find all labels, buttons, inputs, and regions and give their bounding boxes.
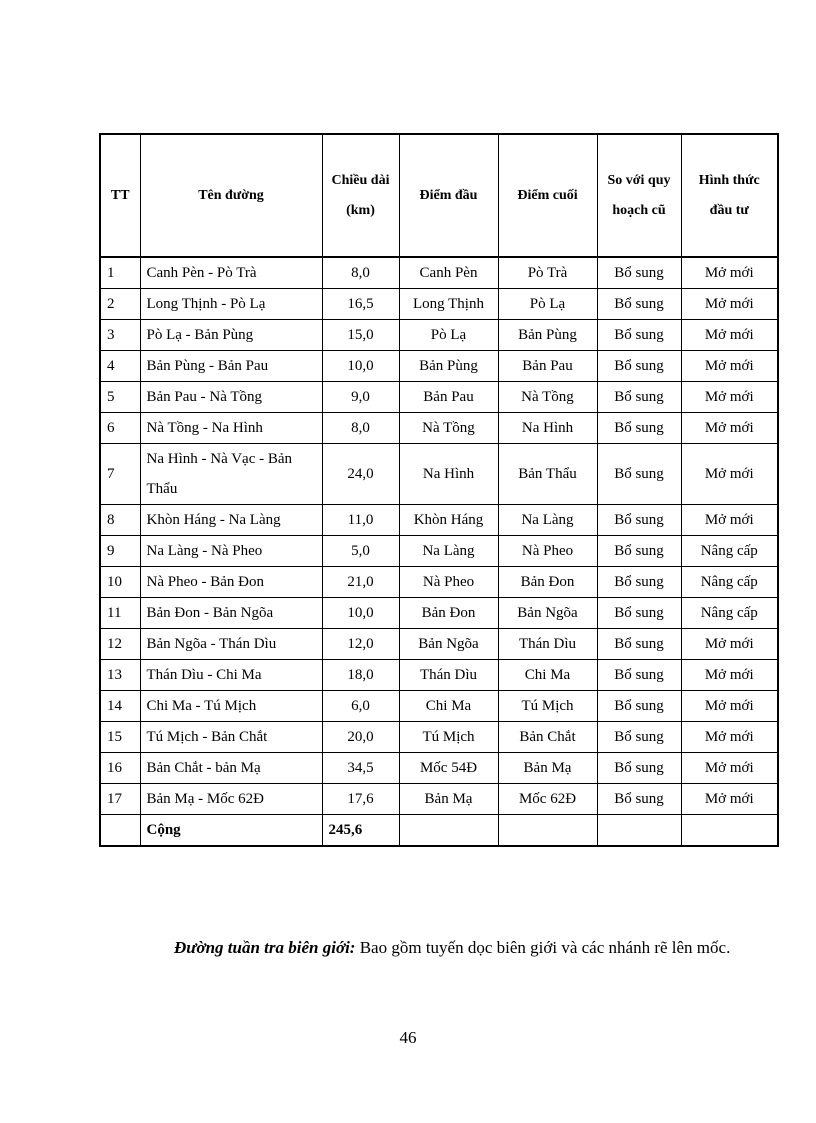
total-empty-cell xyxy=(498,815,597,847)
row-road-name: Bản Chắt - bản Mạ xyxy=(140,753,322,784)
row-compare: Bổ sung xyxy=(597,257,681,289)
total-tt-cell xyxy=(100,815,140,847)
row-compare: Bổ sung xyxy=(597,351,681,382)
row-road-name: Thán Dìu - Chi Ma xyxy=(140,660,322,691)
row-road-name: Nà Pheo - Bản Đon xyxy=(140,567,322,598)
row-investment: Nâng cấp xyxy=(681,536,778,567)
row-end-point: Bản Thẩu xyxy=(498,444,597,505)
row-tt: 7 xyxy=(100,444,140,505)
row-compare: Bổ sung xyxy=(597,413,681,444)
row-tt: 10 xyxy=(100,567,140,598)
row-investment: Nâng cấp xyxy=(681,567,778,598)
row-end-point: Bản Pau xyxy=(498,351,597,382)
row-start-point: Bản Pùng xyxy=(399,351,498,382)
page-number: 46 xyxy=(399,1028,417,1047)
row-road-name: Na Hình - Nà Vạc - Bản Thẩu xyxy=(140,444,322,505)
row-length: 8,0 xyxy=(322,413,399,444)
row-investment: Mở mới xyxy=(681,784,778,815)
row-start-point: Canh Pèn xyxy=(399,257,498,289)
row-road-name: Na Làng - Nà Pheo xyxy=(140,536,322,567)
row-investment: Mở mới xyxy=(681,289,778,320)
row-start-point: Chi Ma xyxy=(399,691,498,722)
row-compare: Bổ sung xyxy=(597,289,681,320)
row-compare: Bổ sung xyxy=(597,753,681,784)
row-road-name: Tú Mịch - Bản Chắt xyxy=(140,722,322,753)
row-length: 17,6 xyxy=(322,784,399,815)
row-compare: Bổ sung xyxy=(597,536,681,567)
row-tt: 12 xyxy=(100,629,140,660)
row-start-point: Tú Mịch xyxy=(399,722,498,753)
table-row xyxy=(100,505,778,536)
table-row xyxy=(100,289,778,320)
row-tt: 8 xyxy=(100,505,140,536)
table-row xyxy=(100,784,778,815)
row-end-point: Nà Tồng xyxy=(498,382,597,413)
row-road-name: Pò Lạ - Bản Pùng xyxy=(140,320,322,351)
row-investment: Mở mới xyxy=(681,691,778,722)
roads-table xyxy=(99,133,779,847)
row-end-point: Pò Trà xyxy=(498,257,597,289)
row-start-point: Bản Ngõa xyxy=(399,629,498,660)
row-tt: 6 xyxy=(100,413,140,444)
row-start-point: Mốc 54Đ xyxy=(399,753,498,784)
row-investment: Mở mới xyxy=(681,660,778,691)
row-start-point: Na Làng xyxy=(399,536,498,567)
row-road-name: Nà Tồng - Na Hình xyxy=(140,413,322,444)
table-row xyxy=(100,351,778,382)
row-length: 8,0 xyxy=(322,257,399,289)
row-length: 21,0 xyxy=(322,567,399,598)
table-row xyxy=(100,753,778,784)
row-investment: Mở mới xyxy=(681,629,778,660)
table-row xyxy=(100,598,778,629)
row-tt: 16 xyxy=(100,753,140,784)
row-road-name: Bản Pau - Nà Tồng xyxy=(140,382,322,413)
row-compare: Bổ sung xyxy=(597,567,681,598)
table-row xyxy=(100,320,778,351)
header-length: Chiều dài (km) xyxy=(322,134,399,257)
row-compare: Bổ sung xyxy=(597,444,681,505)
row-length: 18,0 xyxy=(322,660,399,691)
row-road-name: Bản Đon - Bản Ngõa xyxy=(140,598,322,629)
row-investment: Mở mới xyxy=(681,257,778,289)
row-start-point: Bản Mạ xyxy=(399,784,498,815)
table-row xyxy=(100,629,778,660)
row-compare: Bổ sung xyxy=(597,382,681,413)
row-tt: 9 xyxy=(100,536,140,567)
table-row xyxy=(100,691,778,722)
row-road-name: Bản Mạ - Mốc 62Đ xyxy=(140,784,322,815)
row-length: 6,0 xyxy=(322,691,399,722)
row-end-point: Na Hình xyxy=(498,413,597,444)
header-investment-form: Hình thức đầu tư xyxy=(681,134,778,257)
row-length: 12,0 xyxy=(322,629,399,660)
row-compare: Bổ sung xyxy=(597,784,681,815)
row-length: 10,0 xyxy=(322,351,399,382)
row-end-point: Thán Dìu xyxy=(498,629,597,660)
row-investment: Mở mới xyxy=(681,351,778,382)
row-end-point: Tú Mịch xyxy=(498,691,597,722)
row-end-point: Bản Chắt xyxy=(498,722,597,753)
row-compare: Bổ sung xyxy=(597,629,681,660)
row-road-name: Long Thịnh - Pò Lạ xyxy=(140,289,322,320)
row-start-point: Pò Lạ xyxy=(399,320,498,351)
row-start-point: Nà Pheo xyxy=(399,567,498,598)
row-start-point: Nà Tồng xyxy=(399,413,498,444)
row-start-point: Thán Dìu xyxy=(399,660,498,691)
total-label: Cộng xyxy=(140,815,322,847)
row-start-point: Bản Đon xyxy=(399,598,498,629)
row-road-name: Khòn Háng - Na Làng xyxy=(140,505,322,536)
row-length: 15,0 xyxy=(322,320,399,351)
header-road-name: Tên đường xyxy=(140,134,322,257)
table-row xyxy=(100,413,778,444)
row-end-point: Pò Lạ xyxy=(498,289,597,320)
row-start-point: Long Thịnh xyxy=(399,289,498,320)
row-compare: Bổ sung xyxy=(597,722,681,753)
row-road-name: Chi Ma - Tú Mịch xyxy=(140,691,322,722)
row-tt: 5 xyxy=(100,382,140,413)
row-tt: 1 xyxy=(100,257,140,289)
row-length: 34,5 xyxy=(322,753,399,784)
row-length: 5,0 xyxy=(322,536,399,567)
row-start-point: Bản Pau xyxy=(399,382,498,413)
row-end-point: Bản Ngõa xyxy=(498,598,597,629)
row-tt: 17 xyxy=(100,784,140,815)
total-empty-cell xyxy=(681,815,778,847)
table-row xyxy=(100,382,778,413)
row-start-point: Na Hình xyxy=(399,444,498,505)
header-end-point: Điểm cuối xyxy=(498,134,597,257)
row-road-name: Bản Ngõa - Thán Dìu xyxy=(140,629,322,660)
row-investment: Mở mới xyxy=(681,413,778,444)
header-tt: TT xyxy=(100,134,140,257)
row-tt: 2 xyxy=(100,289,140,320)
table-row xyxy=(100,257,778,289)
row-tt: 13 xyxy=(100,660,140,691)
table-header-row xyxy=(100,134,778,257)
row-compare: Bổ sung xyxy=(597,660,681,691)
row-end-point: Mốc 62Đ xyxy=(498,784,597,815)
table-body xyxy=(100,257,778,815)
total-row xyxy=(100,815,778,847)
table-row xyxy=(100,567,778,598)
row-compare: Bổ sung xyxy=(597,320,681,351)
row-investment: Nâng cấp xyxy=(681,598,778,629)
row-end-point: Nà Pheo xyxy=(498,536,597,567)
row-tt: 14 xyxy=(100,691,140,722)
header-compare-old-plan: So với quy hoạch cũ xyxy=(597,134,681,257)
row-length: 9,0 xyxy=(322,382,399,413)
row-compare: Bổ sung xyxy=(597,505,681,536)
paragraph-text: Bao gồm tuyến dọc biên giới và các nhánh rẽ lên mốc. xyxy=(355,938,731,957)
row-compare: Bổ sung xyxy=(597,598,681,629)
row-length: 24,0 xyxy=(322,444,399,505)
row-end-point: Bản Mạ xyxy=(498,753,597,784)
row-investment: Mở mới xyxy=(681,320,778,351)
table-row xyxy=(100,660,778,691)
row-investment: Mở mới xyxy=(681,722,778,753)
paragraph-lead: Đường tuần tra biên giới: xyxy=(174,938,356,957)
total-empty-cell xyxy=(399,815,498,847)
row-length: 11,0 xyxy=(322,505,399,536)
row-end-point: Bản Đon xyxy=(498,567,597,598)
row-start-point: Khòn Háng xyxy=(399,505,498,536)
row-compare: Bổ sung xyxy=(597,691,681,722)
row-tt: 15 xyxy=(100,722,140,753)
header-start-point: Điểm đầu xyxy=(399,134,498,257)
border-patrol-paragraph xyxy=(136,930,776,966)
row-length: 10,0 xyxy=(322,598,399,629)
row-end-point: Chi Ma xyxy=(498,660,597,691)
total-empty-cell xyxy=(597,815,681,847)
row-investment: Mở mới xyxy=(681,444,778,505)
row-end-point: Na Làng xyxy=(498,505,597,536)
row-length: 20,0 xyxy=(322,722,399,753)
row-road-name: Canh Pèn - Pò Trà xyxy=(140,257,322,289)
row-tt: 3 xyxy=(100,320,140,351)
row-length: 16,5 xyxy=(322,289,399,320)
table-row xyxy=(100,444,778,505)
row-tt: 4 xyxy=(100,351,140,382)
row-end-point: Bản Pùng xyxy=(498,320,597,351)
table-row xyxy=(100,722,778,753)
row-investment: Mở mới xyxy=(681,753,778,784)
row-tt: 11 xyxy=(100,598,140,629)
total-length: 245,6 xyxy=(322,815,399,847)
row-investment: Mở mới xyxy=(681,382,778,413)
table-row xyxy=(100,536,778,567)
row-road-name: Bản Pùng - Bản Pau xyxy=(140,351,322,382)
row-investment: Mở mới xyxy=(681,505,778,536)
